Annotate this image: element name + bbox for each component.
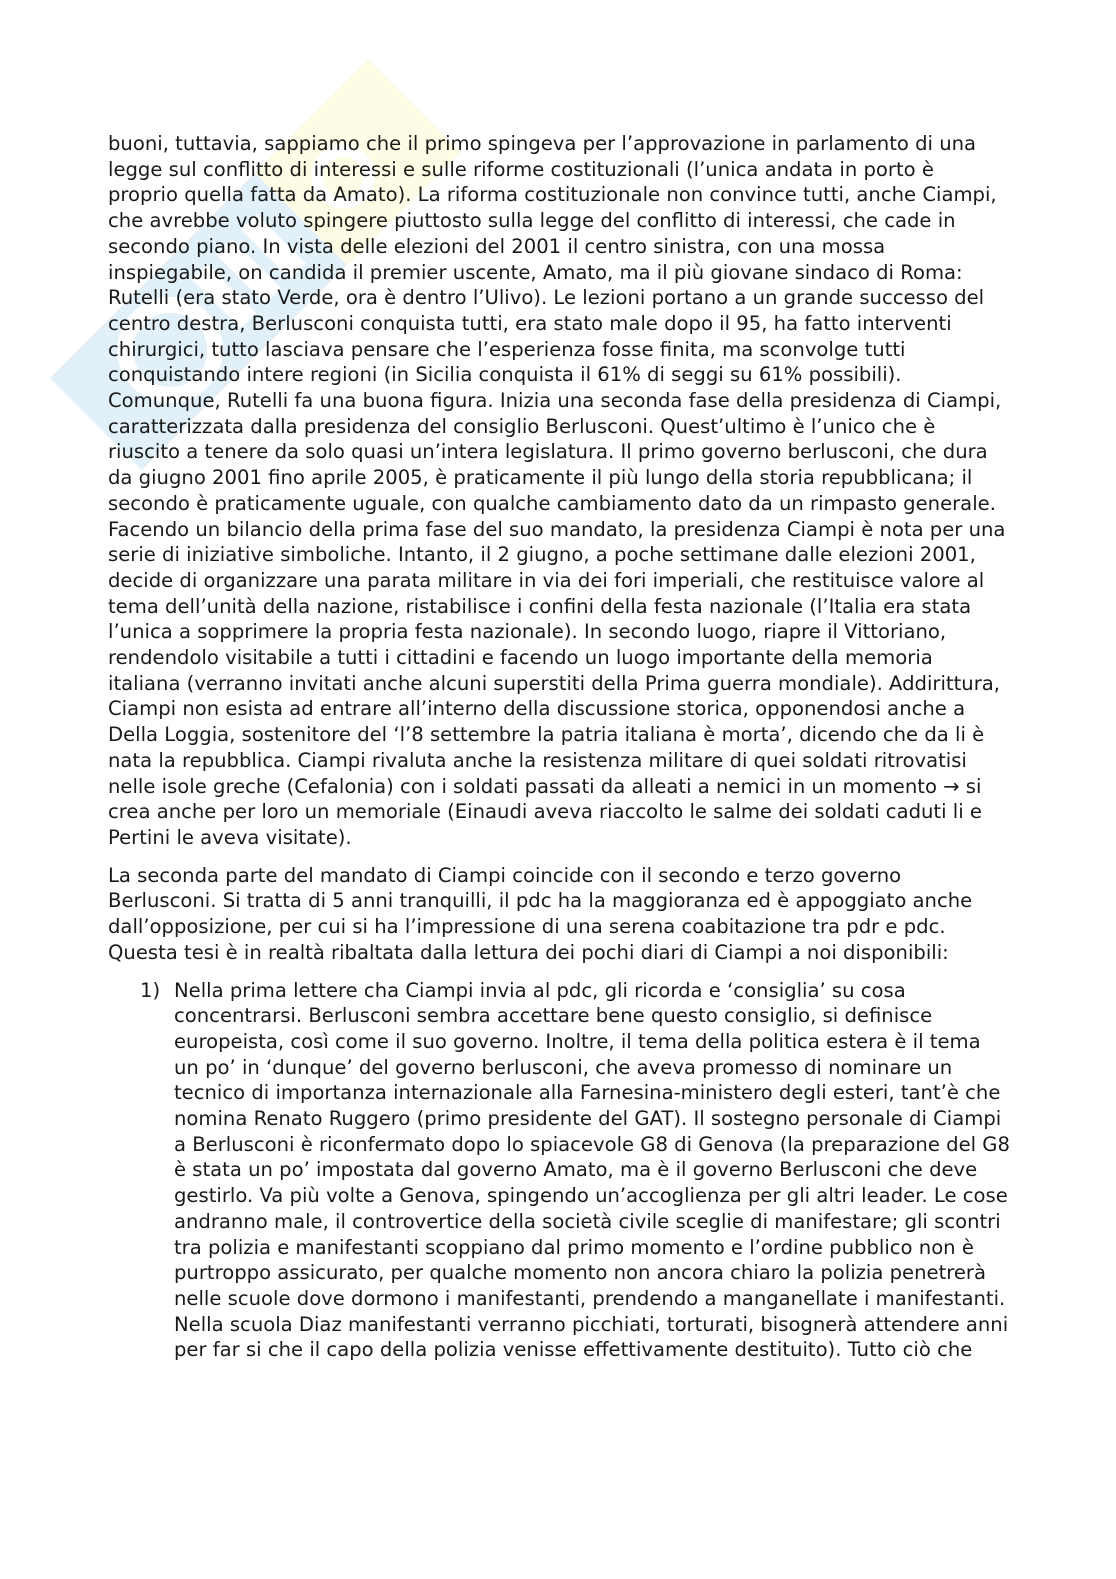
list-item [108,978,1010,1364]
list-item-text: Nella prima lettere cha Ciampi invia al pdc, gli ricorda e ‘consiglia’ su cosa concentrarsi. Berlusconi sembra accettare bene questo consiglio, si definisce europeista, così come il suo governo. Inoltre, il tema della politica estera è il tema un po’ in ‘dunque’ del governo berlusconi, che aveva promesso di nominare un tecnico di importanza internazionale alla Farnesina-ministero degli esteri, tant’è che nomina Renato Ruggero (primo presidente del GAT). Il sostegno personale di Ciampi a Berlusconi è riconfermato dopo lo spiacevole G8 di Genova (la preparazione del G8 è stata un po’ impostata dal governo Amato, ma è il governo Berlusconi che deve gestirlo. Va più volte a Genova, spingendo un’accoglienza per gli altri leader. Le cose andranno male, il controvertice della società civile sceglie di manifestare; gli scontri tra polizia e manifestanti scoppiano dal primo momento e l’ordine pubblico non è purtroppo assicurato, per qualche momento non ancora chiaro la polizia penetrerà nelle scuole dove dormono i manifestanti, prendendo a manganellate i manifestanti. Nella scuola Diaz manifestanti verranno picchiati, torturati, bisognerà attendere anni per far si che il capo della polizia venisse effettivamente destituito). Tutto ciò che [174,978,1010,1362]
list-item-number: 1) [140,978,161,1002]
paragraph-1: buoni, tuttavia, sappiamo che il primo spingeva per l’approvazione in parlamento di una legge sul conflitto di interessi e sulle riforme costituzionali (l’unica andata in porto è proprio quella fatta da Amato). La riforma costituzionale non convince tutti, anche Ciampi, che avrebbe voluto spingere piuttosto sulla legge del conflitto di interessi, che cade in secondo piano. In vista delle elezioni del 2001 il centro sinistra, con una mossa inspiegabile, on candida il premier uscente, Amato, ma il più giovane sindaco di Roma: Rutelli (era stato Verde, ora è dentro l’Ulivo). Le lezioni portano a un grande successo del centro destra, Berlusconi conquista tutti, era stato male dopo il 95, ha fatto interventi chirurgici, tutto lasciava pensare che l’esperienza fosse finita, ma sconvolge tutti conquistando intere regioni (in Sicilia conquista il 61% di seggi su 61% possibili). Comunque, Rutelli fa una buona figura. Inizia una seconda fase della presidenza di Ciampi, caratterizzata dalla presidenza del consiglio Berlusconi. Quest’ultimo è l’unico che è riuscito a tenere da solo quasi un’intera legislatura. Il primo governo berlusconi, che dura da giugno 2001 fino aprile 2005, è praticamente il più lungo della storia repubblicana; il secondo è praticamente uguale, con qualche cambiamento dato da un rimpasto generale. Facendo un bilancio della prima fase del suo mandato, la presidenza Ciampi è nota per una serie di iniziative simboliche. Intanto, il 2 giugno, a poche settimane dalle elezioni 2001, decide di organizzare una parata militare in via dei fori imperiali, che restituisce valore al tema dell’unità della nazione, ristabilisce i confini della festa nazionale (l’Italia era stata l’unica a sopprimere la propria festa nazionale). In secondo luogo, riapre il Vittoriano, rendendolo visitabile a tutti i cittadini e facendo un luogo importante della memoria italiana (verranno invitati anche alcuni superstiti della Prima guerra mondiale). Addirittura, Ciampi non esista ad entrare all’interno della discussione storica, opponendosi anche a Della Loggia, sostenitore del ‘l’8 settembre la patria italiana è morta’, dicendo che da li è nata la repubblica. Ciampi rivaluta anche la resistenza militare di quei soldati ritrovatisi nelle isole greche (Cefalonia) con i soldati passati da alleati a nemici in un momento → si crea anche per loro un memoriale (Einaudi aveva riaccolto le salme dei soldati caduti li e Pertini le aveva visitate). [108,132,1006,849]
document-body [108,131,1010,1363]
numbered-list [108,978,1010,1364]
paragraph-2: La seconda parte del mandato di Ciampi coincide con il secondo e terzo governo Berlusconi. Si tratta di 5 anni tranquilli, il pdc ha la maggioranza ed è appoggiato anche dall’opposizione, per cui si ha l’impressione di una serena coabitazione tra pdr e pdc. Questa tesi è in realtà ribaltata dalla lettura dei pochi diari di Ciampi a noi disponibili: [108,863,973,964]
